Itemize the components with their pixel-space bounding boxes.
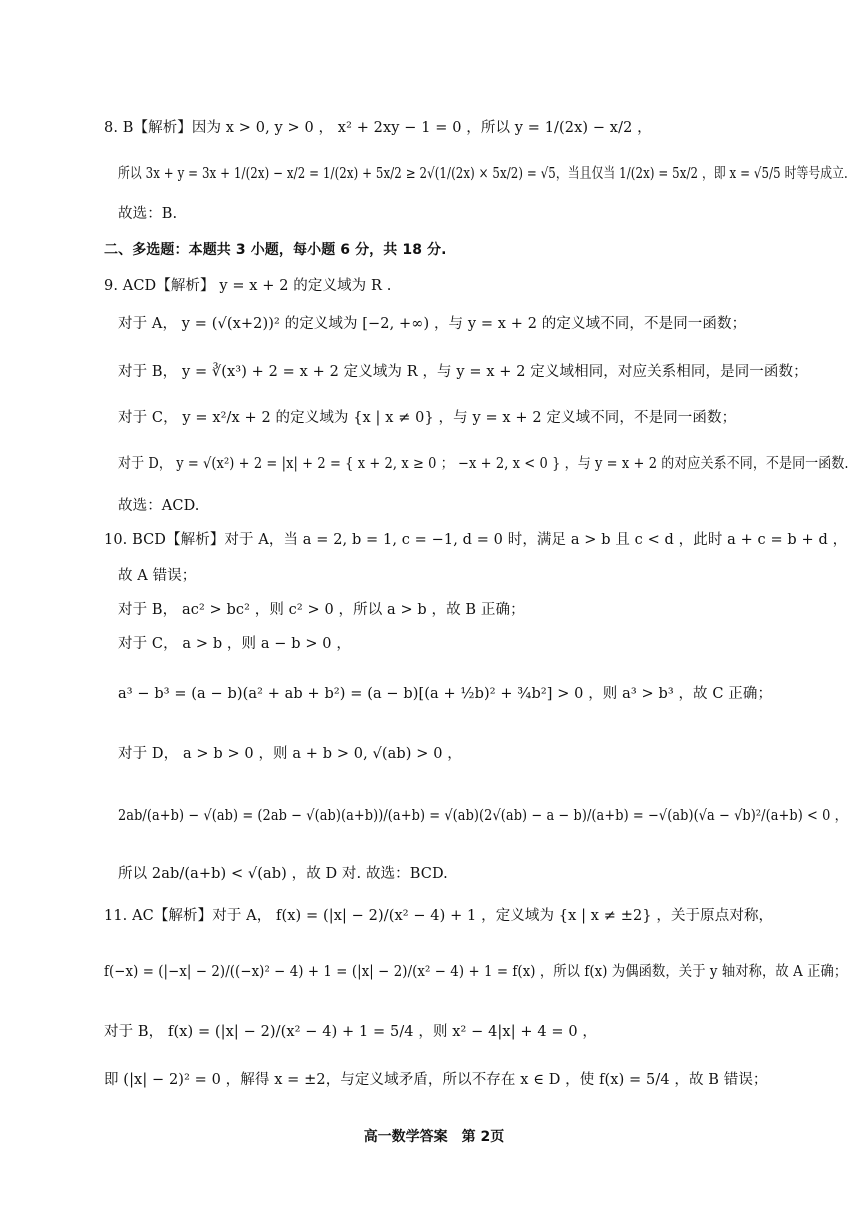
q10-line-2: 故 A 错误； xyxy=(118,568,197,584)
q10-option-b: 对于 B， ac² > bc² ，则 c² > 0 ，所以 a > b ，故 B 正确； xyxy=(118,602,525,618)
q8-line-2: 所以 3x + y = 3x + 1/(2x) − x/2 = 1/(2x) + 5x/2 ≥ 2√(1/(2x) × 5x/2) = √5，当且仅当 1/(2x) = 5x/2 ，即 x = √5/5 时等号成立. xyxy=(118,166,848,182)
q11-option-b-conclusion: 即 (|x| − 2)² = 0 ，解得 x = ±2，与定义域矛盾，所以不存在 x ∈ D ，使 f(x) = 5/4 ，故 B 错误； xyxy=(104,1072,768,1088)
q9-answer: 故选：ACD. xyxy=(118,498,200,514)
q10-option-d: 对于 D， a > b > 0 ，则 a + b > 0, √(ab) > 0 ， xyxy=(118,746,462,762)
q10-option-c: 对于 C， a > b ，则 a − b > 0 ， xyxy=(118,636,351,652)
section-heading-multiple-choice: 二、多选题：本题共 3 小题，每小题 6 分，共 18 分. xyxy=(104,242,447,258)
q9-option-a: 对于 A， y = (√(x+2))² 的定义域为 [−2, +∞) ，与 y = x + 2 的定义域不同，不是同一函数； xyxy=(118,316,747,332)
q8-answer: 故选：B. xyxy=(118,206,178,222)
q10-answer: 所以 2ab/(a+b) < √(ab) ，故 D 对. 故选：BCD. xyxy=(118,866,448,882)
q10-option-c-derivation: a³ − b³ = (a − b)(a² + ab + b²) = (a − b)[(a + ½b)² + ¾b²] > 0 ，则 a³ > b³ ，故 C 正确； xyxy=(118,686,773,702)
q11-line-1: 11. AC【解析】对于 A， f(x) = (|x| − 2)/(x² − 4) + 1 ，定义域为 {x | x ≠ ±2} ，关于原点对称， xyxy=(104,908,774,924)
q10-option-d-derivation: 2ab/(a+b) − √(ab) = (2ab − √(ab)(a+b))/(a+b) = √(ab)(2√(ab) − a − b)/(a+b) = −√(ab)(√a − √b)²/(a+b) < 0 ， xyxy=(118,808,848,824)
q9-option-b: 对于 B， y = ∛(x³) + 2 = x + 2 定义域为 R ，与 y = x + 2 定义域相同，对应关系相同，是同一函数； xyxy=(118,364,808,380)
page-footer: 高一数学答案 第 2页 xyxy=(363,1129,505,1145)
q11-option-a-derivation: f(−x) = (|−x| − 2)/((−x)² − 4) + 1 = (|x| − 2)/(x² − 4) + 1 = f(x) ，所以 f(x) 为偶函数，关于 y 轴对称，故 A 正确； xyxy=(104,964,848,980)
q9-line-1: 9. ACD【解析】 y = x + 2 的定义域为 R . xyxy=(104,278,392,294)
q9-option-c: 对于 C， y = x²/x + 2 的定义域为 {x | x ≠ 0} ，与 y = x + 2 定义域不同，不是同一函数； xyxy=(118,410,737,426)
q9-option-d: 对于 D， y = √(x²) + 2 = |x| + 2 = { x + 2, x ≥ 0 ； −x + 2, x < 0 } ，与 y = x + 2 的对应关系不同，不是同一函数. xyxy=(118,456,849,472)
q10-line-1: 10. BCD【解析】对于 A，当 a = 2, b = 1, c = −1, d = 0 时，满足 a > b 且 c < d ，此时 a + c = b + d ， xyxy=(104,532,848,548)
q11-option-b: 对于 B， f(x) = (|x| − 2)/(x² − 4) + 1 = 5/4 ，则 x² − 4|x| + 4 = 0 ， xyxy=(104,1024,597,1040)
q8-line-1: 8. B【解析】因为 x > 0, y > 0 ， x² + 2xy − 1 = 0 ，所以 y = 1/(2x) − x/2 ， xyxy=(104,120,652,136)
